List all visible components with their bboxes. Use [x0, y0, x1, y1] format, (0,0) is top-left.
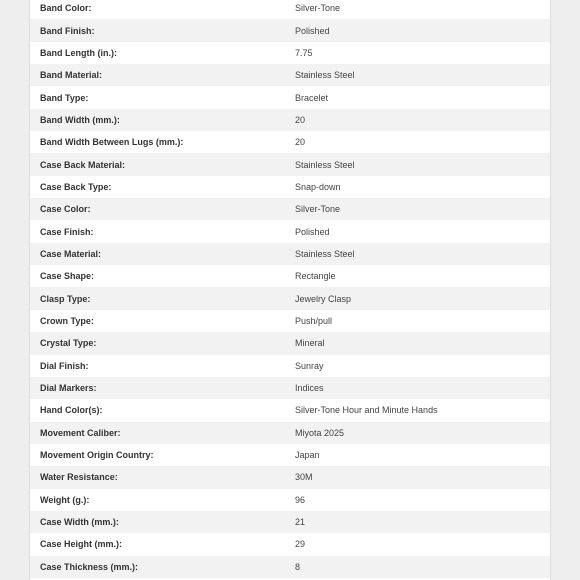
- spec-label: Case Thickness (mm.):: [40, 561, 139, 572]
- spec-row-case-height: [30, 533, 550, 555]
- spec-value: Polished: [295, 25, 330, 36]
- spec-label: Case Finish:: [40, 226, 94, 237]
- spec-row-case-back-material: [30, 153, 550, 175]
- spec-row-band-width: [30, 109, 550, 131]
- spec-row-weight: [30, 489, 550, 511]
- spec-value: Japan: [295, 450, 320, 461]
- spec-label: Movement Caliber:: [40, 427, 121, 438]
- spec-value: 96: [295, 494, 306, 505]
- spec-label: Clasp Type:: [40, 293, 91, 304]
- spec-row-water-resistance: [30, 466, 550, 488]
- spec-label: Case Width (mm.):: [40, 517, 119, 528]
- spec-row-case-material: [30, 243, 550, 265]
- spec-value: 21: [295, 517, 306, 528]
- spec-label: Movement Origin Country:: [40, 450, 154, 461]
- spec-value: 29: [295, 539, 306, 550]
- spec-row-band-material: [30, 64, 550, 86]
- spec-label: Band Length (in.):: [40, 47, 117, 58]
- specifications-table: [29, 0, 551, 580]
- spec-label: Case Back Type:: [40, 181, 112, 192]
- spec-row-case-width: [30, 511, 550, 533]
- spec-label: Crystal Type:: [40, 338, 97, 349]
- spec-label: Case Height (mm.):: [40, 539, 123, 550]
- spec-label: Case Material:: [40, 248, 102, 259]
- spec-row-crown-type: [30, 310, 550, 332]
- spec-row-case-shape: [30, 265, 550, 287]
- spec-value: Bracelet: [295, 92, 329, 103]
- spec-row-movement-origin-country: [30, 444, 550, 466]
- spec-value: Indices: [295, 383, 324, 394]
- spec-row-hand-colors: [30, 399, 550, 421]
- spec-value: Polished: [295, 226, 330, 237]
- spec-row-clasp-type: [30, 287, 550, 309]
- spec-value: Jewelry Clasp: [295, 293, 352, 304]
- spec-value: Push/pull: [295, 315, 333, 326]
- spec-row-dial-markers: [30, 377, 550, 399]
- spec-row-crystal-type: [30, 332, 550, 354]
- spec-row-band-width-between-lugs: [30, 131, 550, 153]
- spec-row-band-finish: [30, 19, 550, 41]
- spec-row-dial-finish: [30, 355, 550, 377]
- spec-row-case-color: [30, 198, 550, 220]
- spec-value: Rectangle: [295, 271, 336, 282]
- spec-value: Stainless Steel: [295, 70, 355, 81]
- spec-value: Silver-Tone: [295, 204, 341, 215]
- spec-value: 7.75: [295, 47, 313, 58]
- spec-value: 20: [295, 137, 306, 148]
- spec-label: Band Material:: [40, 70, 103, 81]
- spec-value: Silver-Tone: [295, 3, 341, 14]
- spec-label: Weight (g.):: [40, 494, 90, 505]
- spec-row-band-type: [30, 86, 550, 108]
- spec-label: Band Width (mm.):: [40, 114, 120, 125]
- spec-value: Sunray: [295, 360, 324, 371]
- spec-value: 30M: [295, 472, 313, 483]
- spec-label: Band Finish:: [40, 25, 95, 36]
- spec-value: Silver-Tone Hour and Minute Hands: [295, 405, 438, 416]
- spec-value: Mineral: [295, 338, 325, 349]
- spec-label: Case Color:: [40, 204, 91, 215]
- spec-label: Band Color:: [40, 3, 92, 14]
- spec-value: Snap-down: [295, 181, 341, 192]
- spec-label: Dial Markers:: [40, 383, 97, 394]
- spec-value: 20: [295, 114, 306, 125]
- spec-label: Case Shape:: [40, 271, 95, 282]
- spec-label: Hand Color(s):: [40, 405, 103, 416]
- spec-label: Crown Type:: [40, 315, 94, 326]
- spec-value: 8: [295, 561, 301, 572]
- spec-row-case-back-type: [30, 176, 550, 198]
- spec-row-band-length: [30, 42, 550, 64]
- spec-row-movement-caliber: [30, 422, 550, 444]
- spec-label: Band Width Between Lugs (mm.):: [40, 137, 184, 148]
- spec-row-band-color: [30, 0, 550, 19]
- spec-value: Stainless Steel: [295, 248, 355, 259]
- spec-row-case-thickness: [30, 556, 550, 578]
- spec-label: Water Resistance:: [40, 472, 118, 483]
- spec-value: Stainless Steel: [295, 159, 355, 170]
- spec-value: Miyota 2025: [295, 427, 345, 438]
- spec-label: Band Type:: [40, 92, 89, 103]
- spec-row-case-finish: [30, 220, 550, 242]
- spec-label: Dial Finish:: [40, 360, 89, 371]
- spec-label: Case Back Material:: [40, 159, 126, 170]
